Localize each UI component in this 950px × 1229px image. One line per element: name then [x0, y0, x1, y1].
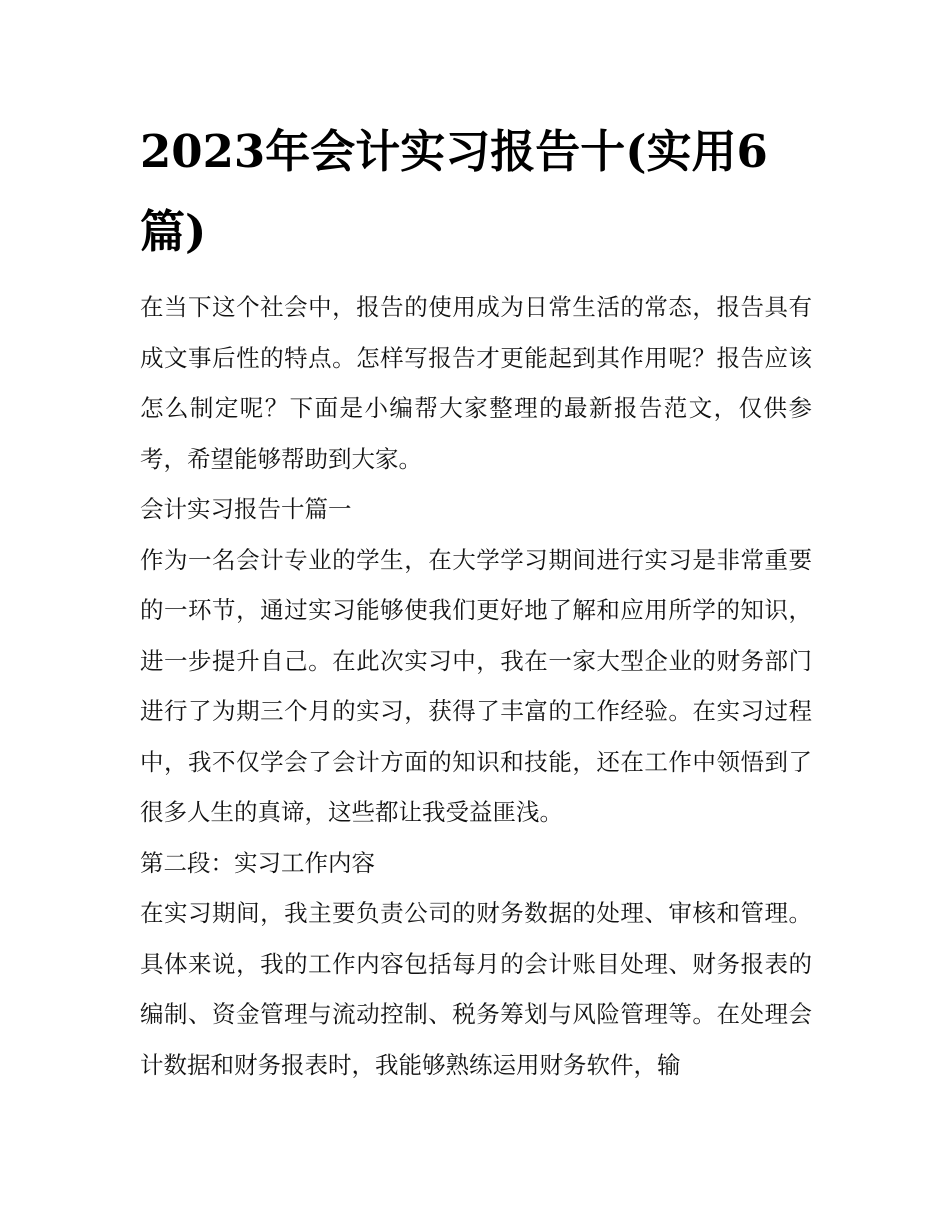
document-body	[140, 112, 812, 1090]
section-heading-work-content: 第二段：实习工作内容	[140, 848, 375, 877]
section-heading-part-one: 会计实习报告十篇一	[140, 495, 352, 523]
document-title: 2023年会计实习报告十(实用6篇)	[140, 125, 768, 258]
intro-paragraph: 在当下这个社会中，报告的使用成为日常生活的常态，报告具有成文事后性的特点。怎样写报告才更能起到其作用呢？报告应该怎么制定呢？下面是小编帮大家整理的最新报告范文，仅供参考，希望能够帮助到大家。	[140, 293, 812, 473]
body-paragraph: 在实习期间，我主要负责公司的财务数据的处理、审核和管理。具体来说，我的工作内容包括每月的会计账目处理、财务报表的编制、资金管理与流动控制、税务筹划与风险管理等。在处理会计数据和财务报表时，我能够熟练运用财务软件，输	[140, 899, 812, 1079]
body-paragraph: 作为一名会计专业的学生，在大学学习期间进行实习是非常重要的一环节，通过实习能够使我们更好地了解和应用所学的知识，进一步提升自己。在此次实习中，我在一家大型企业的财务部门进行了为期三个月的实习，获得了丰富的工作经验。在实习过程中，我不仅学会了会计方面的知识和技能，还在工作中领悟到了很多人生的真谛，这些都让我受益匪浅。	[140, 545, 812, 826]
